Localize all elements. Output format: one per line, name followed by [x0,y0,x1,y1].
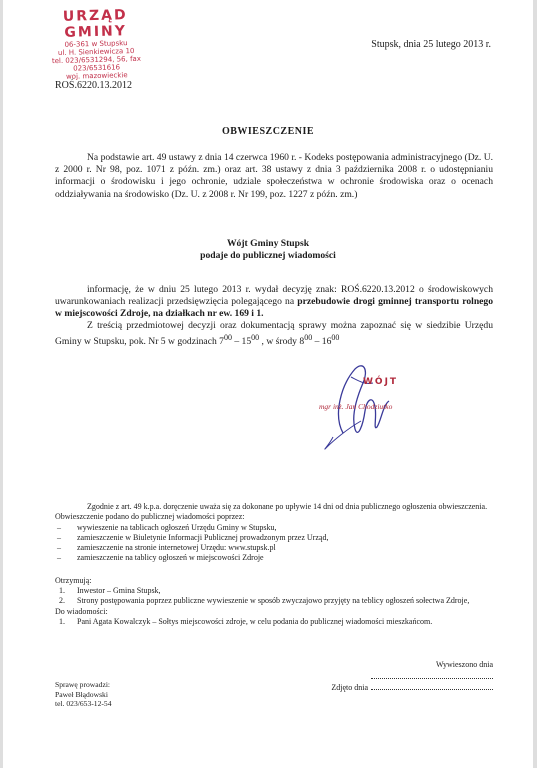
notice-block [55,502,495,627]
reference-number: ROŚ.6220.13.2012 [55,80,132,91]
access-text-3: , w środy 8 [259,336,305,348]
channel-text: zamieszczenie na tablicy ogłoszeń w miejscowości Zdroje [77,553,264,563]
contact-label: Sprawę prowadzi: [55,680,111,689]
list-item [55,596,495,606]
list-item [55,533,495,543]
removed-label: Zdjęto dnia [331,683,368,692]
bullet: – [57,522,61,532]
office-stamp [30,6,162,81]
stamp-address-2: ul. H. Sienkiewicza 10 [57,46,135,57]
intro-paragraph: Na podstawie art. 49 ustawy z dnia 14 czerwca 1960 r. - Kodeks postępowania administracyjnego (Dz. U. z 2000 r. Nr 98, poz. 1071 z późn. zm.) oraz art. 38 ustawy z dnia 3 października 2008 r. o udostępnianiu informacji o środowisku i jego ochronie, udziale społeczeństwa w ochronie środowiska oraz o ocenach oddziaływania na środowisko (Dz. U. z 2008 r. Nr 199, poz. 1227 z późn. zm.) [55,152,494,200]
decision-paragraph [55,284,493,321]
stamp-name: URZĄD GMINY [62,7,128,41]
dotted-blank [371,671,493,679]
item-number: 1. [59,586,65,596]
item-number: 1. [59,616,65,626]
posting-dates [323,659,493,694]
recipient-text: Inwestor – Gmina Stupsk, [77,586,161,596]
list-item [55,553,495,563]
list-item [55,523,495,533]
access-text: Z treścią przedmiotowej decyzji oraz dokumentacją sprawy można zapoznać się w siedzibie Urzędu Gminy w Stupsku, pok. Nr 5 w godzinach 7 [55,320,493,348]
recipient-text: Strony postępowania poprzez publiczne wywieszenie w sposób zwyczajowo przyjęty na teblicy ogłoszeń sołectwa Zdroje, [77,596,470,606]
bullet: – [57,543,61,553]
bullet: – [57,532,61,542]
posted-label: Wywieszono dnia [435,660,493,669]
removed-line [323,682,493,694]
document-date: Stupsk, dnia 25 lutego 2013 r. [371,39,491,50]
access-paragraph [55,320,493,349]
recipients-label: Otrzymują: [55,575,92,585]
contact-name: Paweł Błądowski [55,689,108,699]
contact-block [55,680,112,709]
stamp-phone: tel. 023/6531294, 56, fax 023/6531616 [51,54,142,73]
document-page [3,0,533,768]
access-text-4: – 16 [312,336,332,348]
list-item [55,543,495,553]
authority-name: Wójt Gminy Stupsk [226,238,310,249]
channel-text: zamieszczenie w Biuletynie Informacji Publicznej prowadzonym przez Urząd, [77,532,329,542]
channel-text: wywieszenie na tablicach ogłoszeń Urzędu Gminy w Stupsku, [77,522,277,532]
channels-intro: Obwieszczenie podano do publicznej wiadomości poprzez: [55,512,245,522]
hour-sup: 00 [304,333,313,343]
list-item [55,586,495,596]
access-text-2: – 15 [231,336,252,348]
delivery-note: Zgodnie z art. 49 k.p.a. doręczenie uważa się za dokonane po upływie 14 dni od dnia publicznego ogłoszenia obwieszczenia. [87,502,488,511]
stamp-address-1: 06-361 w Stupsku [64,39,128,49]
hour-sup: 00 [223,333,232,343]
info-text: Pani Agata Kowalczyk – Sołtys miejscowości zdroje, w celu podania do publicznej wiadomości mieszkańcom. [77,616,433,626]
authority-heading [3,238,533,262]
authority-action: podaje do publicznej wiadomości [200,250,336,262]
hour-sup: 00 [251,333,260,343]
info-label: Do wiadomości: [55,606,108,616]
decision-text: informację, że w dniu 25 lutego 2013 r. wydał decyzję znak: ROŚ.6220.13.2012 o środowiskowych uwarunkowaniach realizacji przedsięwzięcia polegającego na [55,284,493,308]
dotted-blank [371,682,493,690]
bullet: – [57,553,61,563]
decision-subject: przebudowie drogi gminnej transportu rolnego w miejscowości Zdroje, na działkach nr ew. 169 i 1. [55,296,494,320]
channel-text: zamieszczenie na stronie internetowej Urzędu: www.stupsk.pl [77,543,276,553]
signature-stamp: WÓJT [363,377,399,387]
stamp-region: woj. mazowieckie [65,71,128,81]
hour-sup: 00 [331,333,340,343]
signatory-name: mgr inż. Jan Chodziutko [319,402,393,411]
document-title: OBWIESZCZENIE [221,126,315,137]
contact-phone: tel. 023/653-12-54 [55,699,112,709]
item-number: 2. [59,596,65,606]
posted-line [323,659,493,682]
list-item [55,617,495,627]
